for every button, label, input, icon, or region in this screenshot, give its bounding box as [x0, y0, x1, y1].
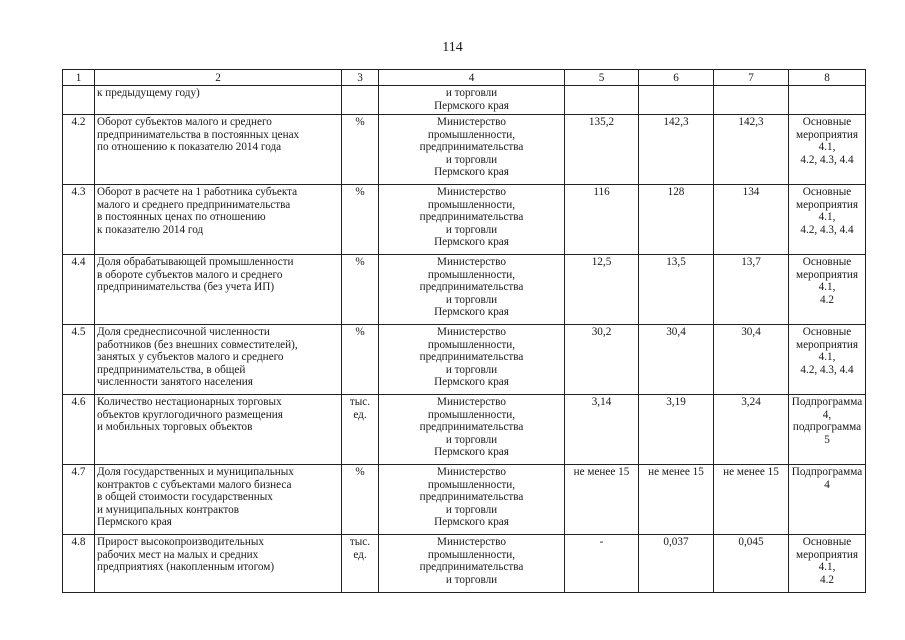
- value-cell: 12,5: [565, 255, 639, 325]
- header-cell: 3: [342, 70, 379, 86]
- value-cell: 116: [565, 185, 639, 255]
- executor-cell: Министерство промышленности, предпринимательства и торговли Пермского края: [379, 325, 565, 395]
- table-row: [63, 325, 866, 395]
- value-cell: не менее 15: [565, 465, 639, 535]
- indicator-name-cell: Оборот субъектов малого и среднего предпринимательства в постоянных ценах по отношению к показателю 2014 года: [95, 115, 342, 185]
- value-cell: 135,2: [565, 115, 639, 185]
- header-cell: 6: [639, 70, 714, 86]
- header-cell: 1: [63, 70, 95, 86]
- value-cell: не менее 15: [714, 465, 789, 535]
- header-cell: 2: [95, 70, 342, 86]
- link-cell: Основные мероприятия 4.1, 4.2, 4.3, 4.4: [789, 115, 866, 185]
- value-cell: [565, 86, 639, 115]
- table-row: [63, 115, 866, 185]
- executor-cell: Министерство промышленности, предпринимательства и торговли: [379, 535, 565, 593]
- value-cell: 3,14: [565, 395, 639, 465]
- indicator-name-cell: к предыдущему году): [95, 86, 342, 115]
- link-cell: Основные мероприятия 4.1, 4.2: [789, 535, 866, 593]
- table-row: [63, 255, 866, 325]
- header-cell: 8: [789, 70, 866, 86]
- num-cell: 4.4: [63, 255, 95, 325]
- num-cell: 4.2: [63, 115, 95, 185]
- executor-cell: и торговли Пермского края: [379, 86, 565, 115]
- executor-cell: Министерство промышленности, предпринимательства и торговли Пермского края: [379, 185, 565, 255]
- value-cell: 13,5: [639, 255, 714, 325]
- indicator-name-cell: Доля обрабатывающей промышленности в обороте субъектов малого и среднего предпринимательства (без учета ИП): [95, 255, 342, 325]
- page-number: 114: [442, 40, 463, 55]
- value-cell: -: [565, 535, 639, 593]
- indicator-name-cell: Доля среднесписочной численности работников (без внешних совместителей), занятых у субъектов малого и среднего предпринимательства, в общей численности занятого населения: [95, 325, 342, 395]
- indicator-name-cell: Количество нестационарных торговых объектов круглогодичного размещения и мобильных торговых объектов: [95, 395, 342, 465]
- header-cell: 4: [379, 70, 565, 86]
- indicators-table: [62, 69, 866, 593]
- table-row: [63, 395, 866, 465]
- header-cell: 5: [565, 70, 639, 86]
- link-cell: Основные мероприятия 4.1, 4.2: [789, 255, 866, 325]
- indicator-name-cell: Оборот в расчете на 1 работника субъекта малого и среднего предпринимательства в постоянных ценах по отношению к показателю 2014 год: [95, 185, 342, 255]
- unit-cell: %: [342, 185, 379, 255]
- continuation-row: [63, 86, 866, 115]
- value-cell: не менее 15: [639, 465, 714, 535]
- table-row: [63, 535, 866, 593]
- header-cell: 7: [714, 70, 789, 86]
- executor-cell: Министерство промышленности, предпринимательства и торговли Пермского края: [379, 465, 565, 535]
- value-cell: 3,19: [639, 395, 714, 465]
- unit-cell: [342, 86, 379, 115]
- value-cell: 30,2: [565, 325, 639, 395]
- unit-cell: тыс. ед.: [342, 395, 379, 465]
- table-row: [63, 465, 866, 535]
- value-cell: 3,24: [714, 395, 789, 465]
- num-cell: 4.3: [63, 185, 95, 255]
- executor-cell: Министерство промышленности, предпринимательства и торговли Пермского края: [379, 395, 565, 465]
- value-cell: 0,045: [714, 535, 789, 593]
- value-cell: 142,3: [714, 115, 789, 185]
- value-cell: 30,4: [714, 325, 789, 395]
- table-row: [63, 185, 866, 255]
- unit-cell: %: [342, 465, 379, 535]
- num-cell: 4.7: [63, 465, 95, 535]
- value-cell: 13,7: [714, 255, 789, 325]
- num-cell: 4.8: [63, 535, 95, 593]
- executor-cell: Министерство промышленности, предпринимательства и торговли Пермского края: [379, 255, 565, 325]
- num-cell: [63, 86, 95, 115]
- unit-cell: %: [342, 325, 379, 395]
- value-cell: 30,4: [639, 325, 714, 395]
- link-cell: Подпрограмма 4, подпрограмма 5: [789, 395, 866, 465]
- link-cell: [789, 86, 866, 115]
- value-cell: 128: [639, 185, 714, 255]
- executor-cell: Министерство промышленности, предпринимательства и торговли Пермского края: [379, 115, 565, 185]
- value-cell: 142,3: [639, 115, 714, 185]
- link-cell: Подпрограмма 4: [789, 465, 866, 535]
- value-cell: 0,037: [639, 535, 714, 593]
- num-cell: 4.6: [63, 395, 95, 465]
- unit-cell: %: [342, 115, 379, 185]
- unit-cell: %: [342, 255, 379, 325]
- header-row: [63, 70, 866, 86]
- indicator-name-cell: Доля государственных и муниципальных контрактов с субъектами малого бизнеса в общей стоимости государственных и муниципальных контрактов Пермского края: [95, 465, 342, 535]
- num-cell: 4.5: [63, 325, 95, 395]
- link-cell: Основные мероприятия 4.1, 4.2, 4.3, 4.4: [789, 325, 866, 395]
- value-cell: [639, 86, 714, 115]
- unit-cell: тыс. ед.: [342, 535, 379, 593]
- link-cell: Основные мероприятия 4.1, 4.2, 4.3, 4.4: [789, 185, 866, 255]
- indicator-name-cell: Прирост высокопроизводительных рабочих мест на малых и средних предприятиях (накопленным итогом): [95, 535, 342, 593]
- value-cell: [714, 86, 789, 115]
- value-cell: 134: [714, 185, 789, 255]
